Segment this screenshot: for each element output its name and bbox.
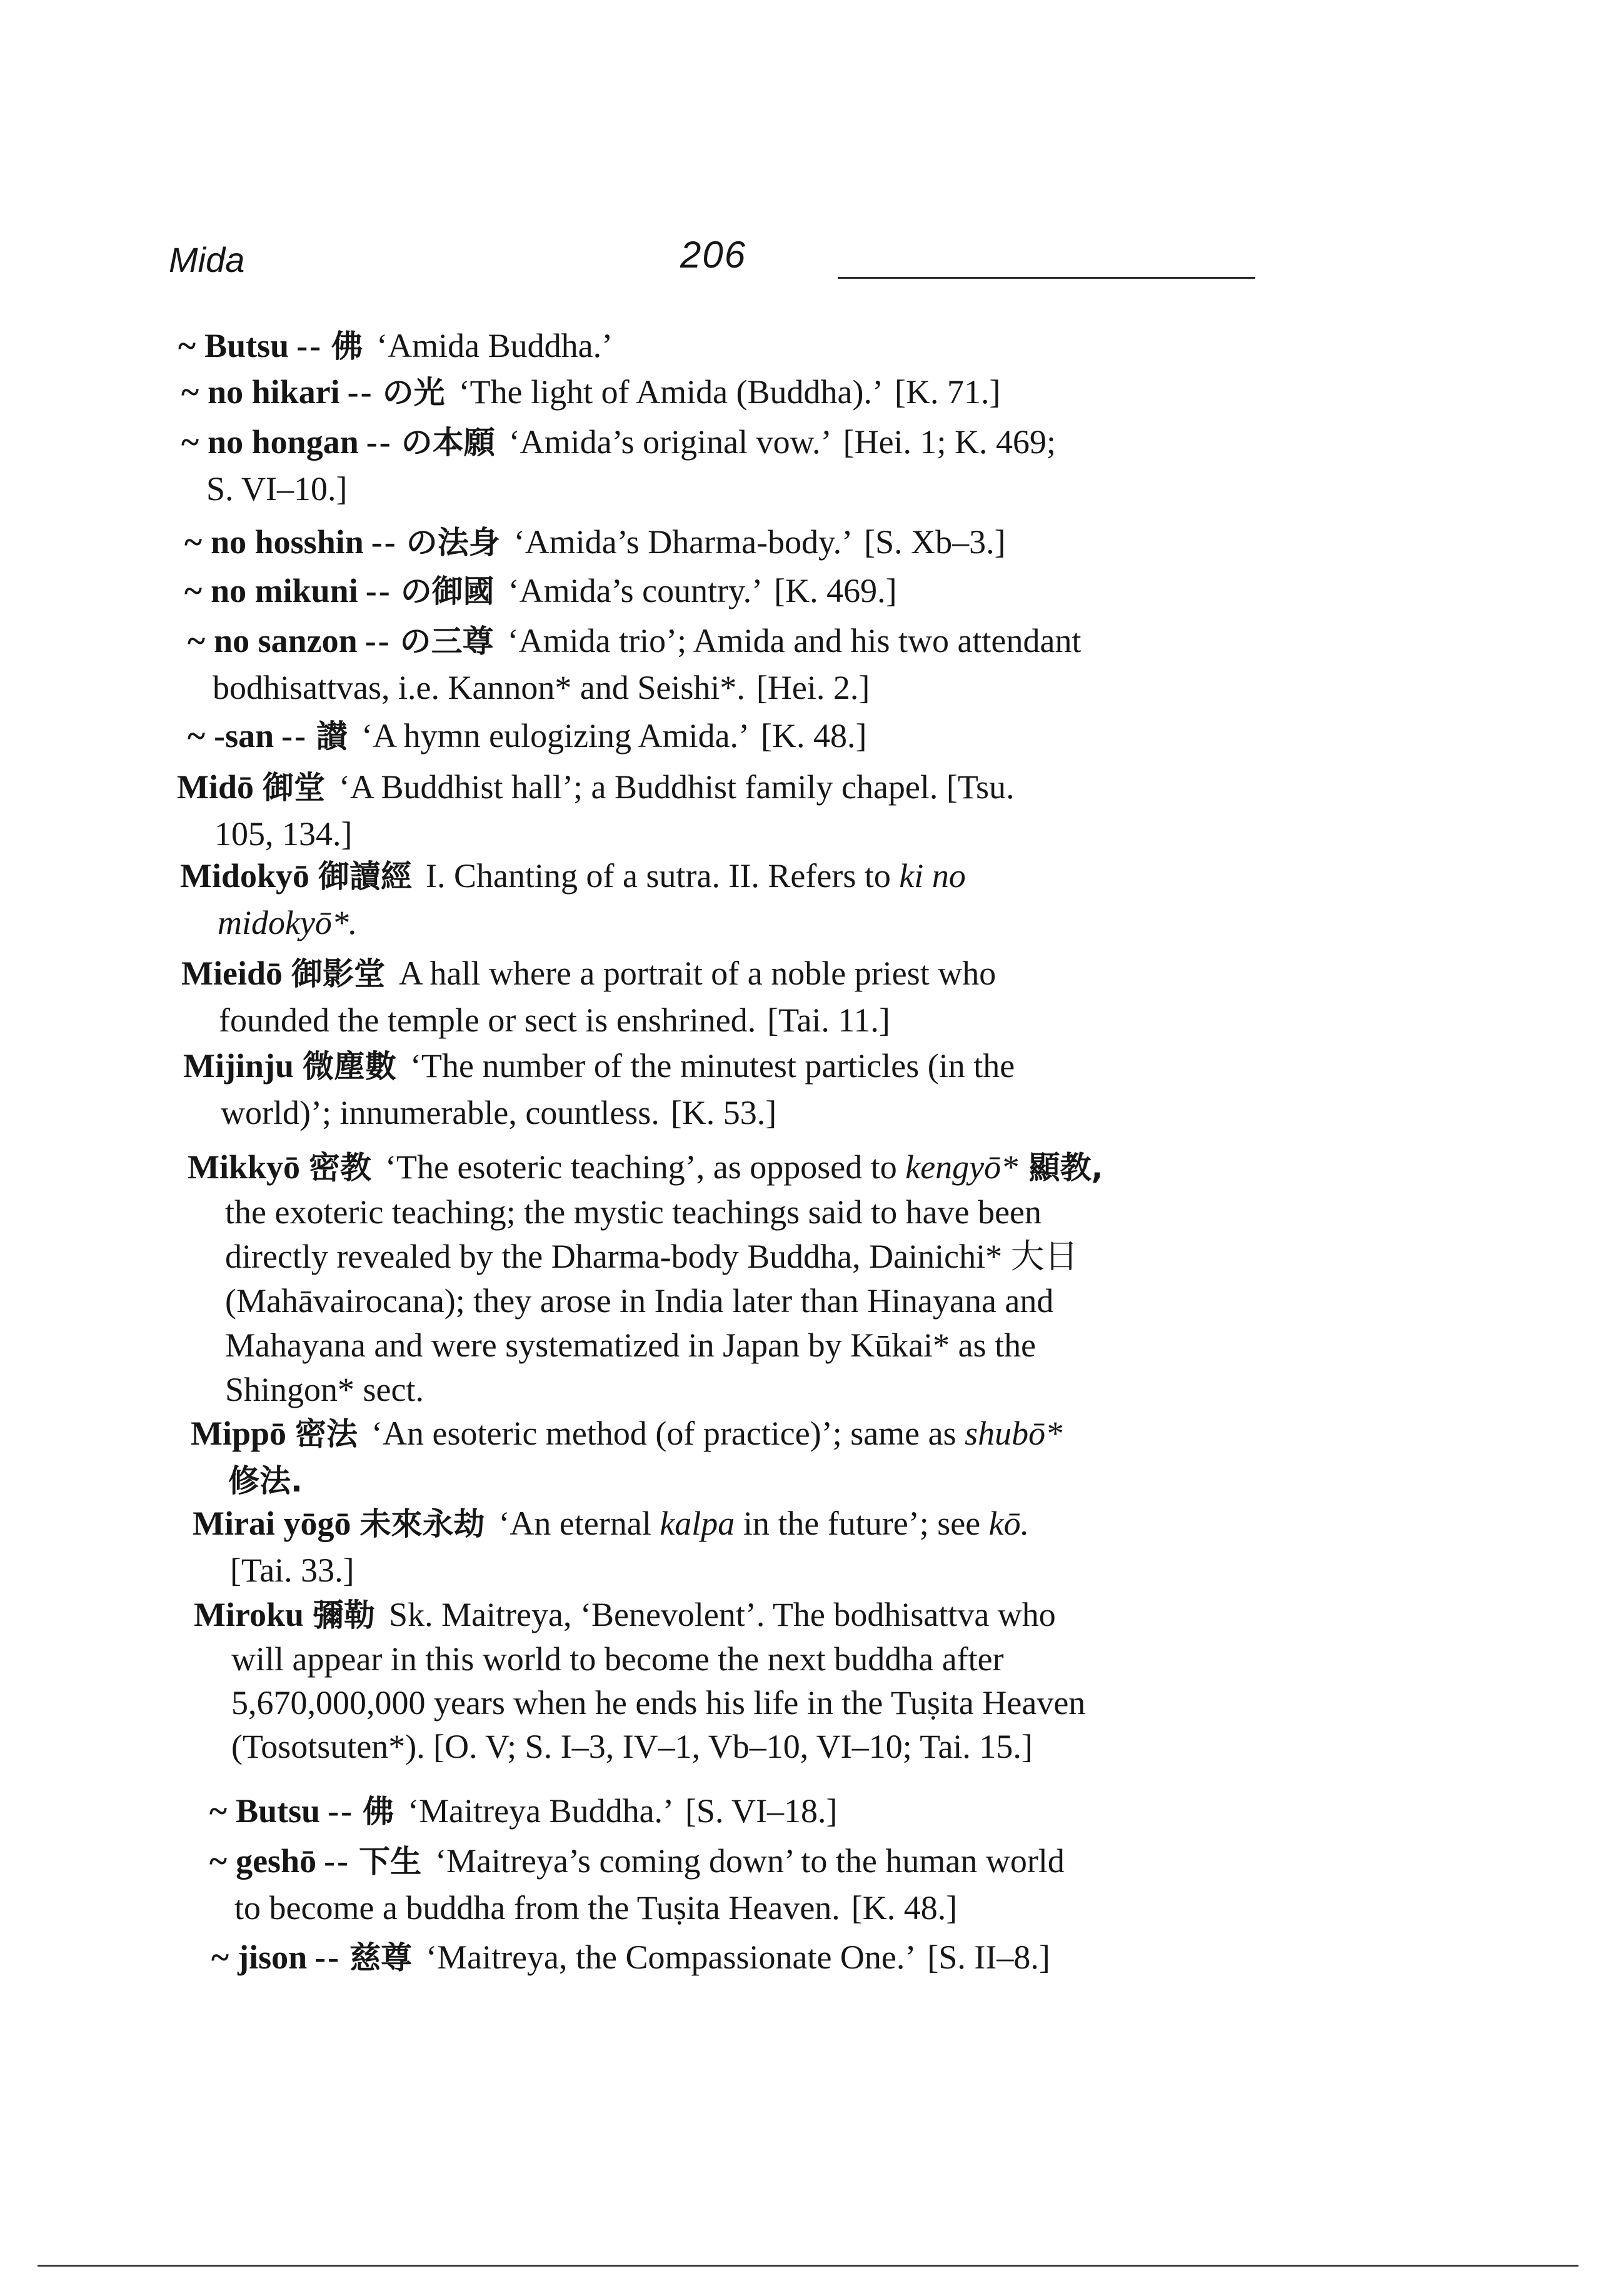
- entry-headword: no hongan: [208, 423, 359, 461]
- entry-continuation: S. VI–10.]: [206, 470, 348, 508]
- entry-headword: no hikari: [208, 373, 340, 411]
- entry-continuation: the exoteric teaching; the mystic teachings said to have been: [225, 1193, 1042, 1231]
- entry-kanji: 彌勒: [313, 1597, 376, 1633]
- entry-crossref: kengyō*: [905, 1148, 1018, 1186]
- entry-headword: geshō: [236, 1842, 317, 1880]
- entry-kanji: 未來永劫: [359, 1506, 485, 1542]
- dash-mark: --: [281, 717, 308, 754]
- entry-kanji: 讃: [316, 718, 348, 754]
- entry-kanji: 微塵數: [303, 1048, 397, 1085]
- entry-reference: [K. 469.]: [774, 572, 897, 609]
- entry-definition: ‘Maitreya Buddha.’: [408, 1792, 675, 1830]
- entry-sub-miroku-butsu: [209, 1788, 1310, 1835]
- tilde-mark: ~: [188, 622, 206, 659]
- entry-headword: Mirai yōgō: [193, 1505, 351, 1542]
- entry-headword: no mikuni: [211, 572, 358, 609]
- dash-mark: --: [314, 1938, 341, 1976]
- running-head-word: Mida: [169, 240, 245, 279]
- entry-mido: [177, 764, 1277, 857]
- entry-headword: Mippō: [191, 1415, 287, 1452]
- page-number: 206: [680, 234, 747, 276]
- dash-mark: --: [347, 373, 374, 411]
- entry-mippo: [191, 1410, 1291, 1504]
- dash-mark: --: [365, 572, 392, 609]
- entry-kanji: 佛: [331, 328, 363, 364]
- entry-crossref: kō.: [988, 1505, 1030, 1542]
- entry-continuation: world)’; innumerable, countless.: [221, 1094, 660, 1131]
- entry-definition: in the future’; see: [743, 1505, 981, 1542]
- entry-definition: ‘Amida’s Dharma-body.’: [513, 523, 853, 561]
- entry-kanji: 御堂: [263, 770, 326, 806]
- entry-definition: Sk. Maitreya, ‘Benevolent’. The bodhisattva who: [389, 1596, 1056, 1633]
- entry-continuation: to become a buddha from the Tuṣita Heaven.: [234, 1889, 840, 1927]
- entry-continuation: 修法.: [228, 1463, 303, 1499]
- entry-sub-no-hikari: [181, 369, 1282, 416]
- tilde-mark: ~: [188, 717, 206, 754]
- entry-sub-no-hosshin: [184, 519, 1285, 566]
- entry-definition: ‘The number of the minutest particles (in the: [410, 1047, 1015, 1085]
- tilde-mark: ~: [178, 327, 196, 364]
- entry-continuation: will appear in this world to become the next buddha after: [231, 1640, 1004, 1678]
- entry-kanji: 下生: [359, 1843, 422, 1880]
- entry-sub-gesho: [209, 1838, 1310, 1931]
- entry-miroku: [194, 1593, 1294, 1768]
- tilde-mark: ~: [181, 423, 199, 461]
- tilde-mark: ~: [209, 1842, 228, 1880]
- entry-headword: Butsu: [204, 327, 289, 364]
- entry-kanji: の御國: [400, 573, 494, 609]
- entry-definition: ‘Amida’s original vow.’: [508, 423, 832, 461]
- entry-kanji: の光: [382, 374, 445, 411]
- entry-headword: Mieidō: [181, 955, 283, 992]
- entry-headword: jison: [238, 1938, 308, 1976]
- entry-crossref: midokyō*.: [218, 904, 358, 941]
- entry-kanji: の法身: [406, 524, 500, 561]
- entry-kanji: の本願: [401, 424, 495, 461]
- entry-reference: [K. 48.]: [851, 1889, 958, 1927]
- entry-definition: ‘The esoteric teaching’, as opposed to: [385, 1148, 897, 1186]
- dash-mark: --: [364, 622, 391, 659]
- entry-continuation: bodhisattvas, i.e. Kannon* and Seishi*.: [213, 669, 745, 706]
- dash-mark: --: [328, 1792, 354, 1830]
- entry-continuation: directly revealed by the Dharma-body Buddha, Dainichi* 大日: [225, 1238, 1078, 1275]
- entry-sub-no-mikuni: [184, 568, 1285, 614]
- entry-definition: ‘Amida Buddha.’: [376, 327, 613, 364]
- bottom-rule: [38, 2265, 1578, 2267]
- entry-crossref: ki no: [899, 857, 966, 895]
- entry-headword: Mikkyō: [188, 1148, 301, 1186]
- entry-headword: Miroku: [194, 1596, 304, 1633]
- entry-mijinju: [183, 1043, 1283, 1136]
- entry-definition: ‘Maitreya’s coming down’ to the human world: [435, 1842, 1065, 1880]
- entry-kanji: 慈尊: [349, 1940, 413, 1976]
- entry-crossref: kalpa: [660, 1505, 735, 1542]
- entry-definition: ‘Amida’s country.’: [508, 572, 763, 609]
- entry-kanji: 密法: [295, 1416, 358, 1452]
- tilde-mark: ~: [184, 523, 203, 561]
- entry-headword: Midokyō: [180, 857, 310, 895]
- entry-headword: Midō: [177, 768, 254, 806]
- entry-continuation: Shingon* sect.: [225, 1371, 424, 1408]
- entry-kanji: 佛: [363, 1793, 394, 1830]
- entry-definition: ‘An eternal: [498, 1505, 651, 1542]
- dash-mark: --: [324, 1842, 351, 1880]
- entry-mikkyo: [188, 1145, 1288, 1412]
- entry-reference: [Tai. 11.]: [767, 1001, 890, 1039]
- entry-reference: [S. II–8.]: [927, 1938, 1050, 1976]
- entry-continuation: (Mahāvairocana); they arose in India later than Hinayana and: [225, 1282, 1054, 1320]
- dash-mark: --: [371, 523, 398, 561]
- entry-sub-butsu: [178, 323, 1278, 369]
- entry-continuation: [Tai. 33.]: [230, 1552, 354, 1589]
- entry-crossref: shubō*: [965, 1415, 1063, 1452]
- entry-definition: ‘Amida trio’; Amida and his two attendant: [507, 622, 1082, 659]
- entry-continuation: 105, 134.]: [214, 815, 353, 853]
- entry-definition: A hall where a portrait of a noble priest who: [398, 955, 996, 992]
- entry-continuation: 5,670,000,000 years when he ends his life in the Tuṣita Heaven: [231, 1684, 1086, 1722]
- entry-midokyo: [180, 853, 1280, 946]
- tilde-mark: ~: [209, 1792, 228, 1830]
- entry-kanji: 密教: [309, 1150, 372, 1186]
- entry-headword: no hosshin: [211, 523, 364, 561]
- entry-headword: Mijinju: [183, 1047, 294, 1085]
- tilde-mark: ~: [184, 572, 203, 609]
- entry-continuation: founded the temple or sect is enshrined.: [219, 1001, 756, 1039]
- entry-mieido: [181, 950, 1282, 1043]
- entry-reference: [Hei. 2.]: [756, 669, 870, 706]
- entry-reference: [K. 48.]: [761, 717, 867, 754]
- dash-mark: --: [366, 423, 393, 461]
- entry-reference: [K. 71.]: [895, 373, 1001, 411]
- tilde-mark: ~: [211, 1938, 229, 1976]
- entry-sub-jison: [211, 1934, 1312, 1981]
- entry-continuation: Mahayana and were systematized in Japan by Kūkai* as the: [225, 1326, 1036, 1364]
- entry-sub-san: [188, 713, 1288, 759]
- entry-definition: I. Chanting of a sutra. II. Refers to: [426, 857, 891, 895]
- tilde-mark: ~: [181, 373, 199, 411]
- entry-mirai-yogo: [193, 1500, 1293, 1593]
- entry-headword: -san: [214, 717, 274, 754]
- header-rule: [838, 277, 1255, 279]
- entry-kanji: 御影堂: [291, 956, 385, 992]
- entry-kanji: の三尊: [399, 623, 494, 659]
- entry-reference: [K. 53.]: [670, 1094, 777, 1131]
- entry-continuation: (Tosotsuten*). [O. V; S. I–3, IV–1, Vb–10, VI–10; Tai. 15.]: [231, 1728, 1033, 1765]
- entry-definition: ‘A hymn eulogizing Amida.’: [361, 717, 750, 754]
- entry-definition: ‘Maitreya, the Compassionate One.’: [426, 1938, 916, 1976]
- entry-sub-no-sanzon: [188, 618, 1288, 711]
- entry-definition: ‘The light of Amida (Buddha).’: [458, 373, 883, 411]
- dash-mark: --: [296, 327, 323, 364]
- entry-reference: [S. Xb–3.]: [864, 523, 1006, 561]
- entry-headword: no sanzon: [214, 622, 358, 659]
- entry-definition: ‘A Buddhist hall’; a Buddhist family chapel. [Tsu.: [339, 768, 1015, 806]
- entry-headword: Butsu: [236, 1792, 321, 1830]
- entry-reference: [Hei. 1; K. 469;: [843, 423, 1056, 461]
- entry-kanji: 顯教,: [1028, 1150, 1103, 1186]
- entry-sub-no-hongan: [181, 419, 1282, 512]
- entry-reference: [S. VI–18.]: [685, 1792, 838, 1830]
- entry-definition: ‘An esoteric method (of practice)’; same as: [371, 1415, 956, 1452]
- entry-kanji: 御讀經: [318, 858, 413, 895]
